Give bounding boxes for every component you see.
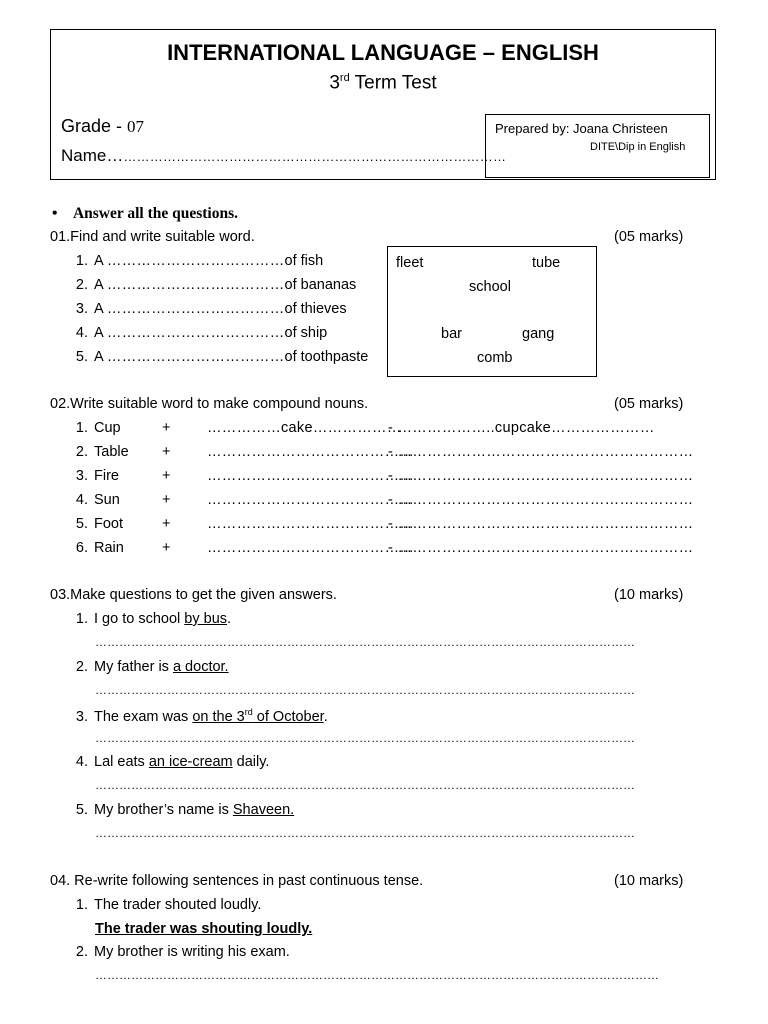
q1-item: 5. A ………………………………of toothpaste	[75, 349, 369, 365]
answer-line: ……………………………………………………………………………………………………………………………	[95, 968, 659, 982]
word: school	[469, 279, 511, 295]
q1-marks: (05 marks)	[614, 229, 684, 245]
q2-item: 6. Rain	[75, 540, 124, 556]
q4-title: 04. Re-write following sentences in past continuous tense.	[50, 873, 424, 889]
plus-sign: +	[162, 516, 171, 532]
word: bar	[441, 326, 462, 342]
q4-item: 2. My brother is writing his exam.	[75, 944, 290, 960]
prepared-by-box	[485, 114, 710, 178]
q2-item: 2. Table	[75, 444, 129, 460]
q1-item: 3. A ………………………………of thieves	[75, 301, 347, 317]
q2-item: 3. Fire	[75, 468, 119, 484]
q2-item: 4. Sun	[75, 492, 120, 508]
q2-answer: - ……………………………………………………	[388, 444, 694, 460]
q2-item: 1. Cup	[75, 420, 121, 436]
word-box	[387, 246, 597, 377]
example-answer: The trader was shouting loudly.	[95, 921, 313, 937]
q2-blank: ……………………………………	[207, 540, 415, 556]
q4-item: 1. The trader shouted loudly.	[75, 897, 262, 913]
plus-sign: +	[162, 492, 171, 508]
q2-answer: - ………………..cupcake…………………	[388, 420, 655, 436]
q2-blank: ……………………………………	[207, 516, 415, 532]
q1-item: 2. A ………………………………of bananas	[75, 277, 357, 293]
q3-title: 03.Make questions to get the given answers.	[50, 587, 337, 603]
q2-answer: - ……………………………………………………	[388, 540, 694, 556]
q2-blank: ……………………………………	[207, 492, 415, 508]
answer-line: ………………………………………………………………………………………………………………………	[95, 826, 635, 840]
plus-sign: +	[162, 444, 171, 460]
q3-item: 1. I go to school by bus.	[75, 611, 232, 627]
plus-sign: +	[162, 420, 171, 436]
q1-title: 01.Find and write suitable word.	[50, 229, 255, 245]
plus-sign: +	[162, 468, 171, 484]
answer-line: ………………………………………………………………………………………………………………………	[95, 778, 635, 792]
q1-item: 4. A ………………………………of ship	[75, 325, 328, 341]
q3-item: 4. Lal eats an ice-cream daily.	[75, 754, 270, 770]
word: fleet	[396, 255, 424, 271]
prepared-by: Prepared by: Joana Christeen	[495, 121, 668, 136]
q3-item: 5. My brother’s name is Shaveen.	[75, 802, 295, 818]
q3-item: 2. My father is a doctor.	[75, 659, 229, 675]
grade-value: 07	[127, 117, 145, 136]
credential: DITE\Dip in English	[590, 141, 686, 153]
word: comb	[477, 350, 513, 366]
q4-marks: (10 marks)	[614, 873, 684, 889]
instruction: • Answer all the questions.	[52, 205, 239, 222]
q2-blank: ……………………………………	[207, 468, 415, 484]
q2-marks: (05 marks)	[614, 396, 684, 412]
q3-marks: (10 marks)	[614, 587, 684, 603]
answer-line: ………………………………………………………………………………………………………………………	[95, 635, 635, 649]
q2-answer: - ……………………………………………………	[388, 492, 694, 508]
page-title: INTERNATIONAL LANGUAGE – ENGLISH	[167, 40, 599, 65]
name-field: Name………………………………………………………………………………	[61, 146, 507, 165]
header-box	[50, 29, 716, 180]
q2-title: 02.Write suitable word to make compound nouns.	[50, 396, 369, 412]
q1-item: 1. A ………………………………of fish	[75, 253, 324, 269]
q2-answer: - ……………………………………………………	[388, 468, 694, 484]
word: gang	[522, 326, 555, 342]
page-subtitle: 3rd Term Test	[329, 72, 437, 94]
plus-sign: +	[162, 540, 171, 556]
grade-field: Grade - 07	[61, 116, 145, 136]
q2-item: 5. Foot	[75, 516, 124, 532]
q3-item: 3. The exam was on the 3rd of October.	[75, 707, 328, 725]
answer-line: ………………………………………………………………………………………………………………………	[95, 683, 635, 697]
q2-blank: ……………………………………	[207, 444, 415, 460]
q2-answer: - ……………………………………………………	[388, 516, 694, 532]
word: tube	[532, 255, 561, 271]
q2-blank: ……………cake………………	[207, 420, 402, 436]
answer-line: ………………………………………………………………………………………………………………………	[95, 731, 635, 745]
